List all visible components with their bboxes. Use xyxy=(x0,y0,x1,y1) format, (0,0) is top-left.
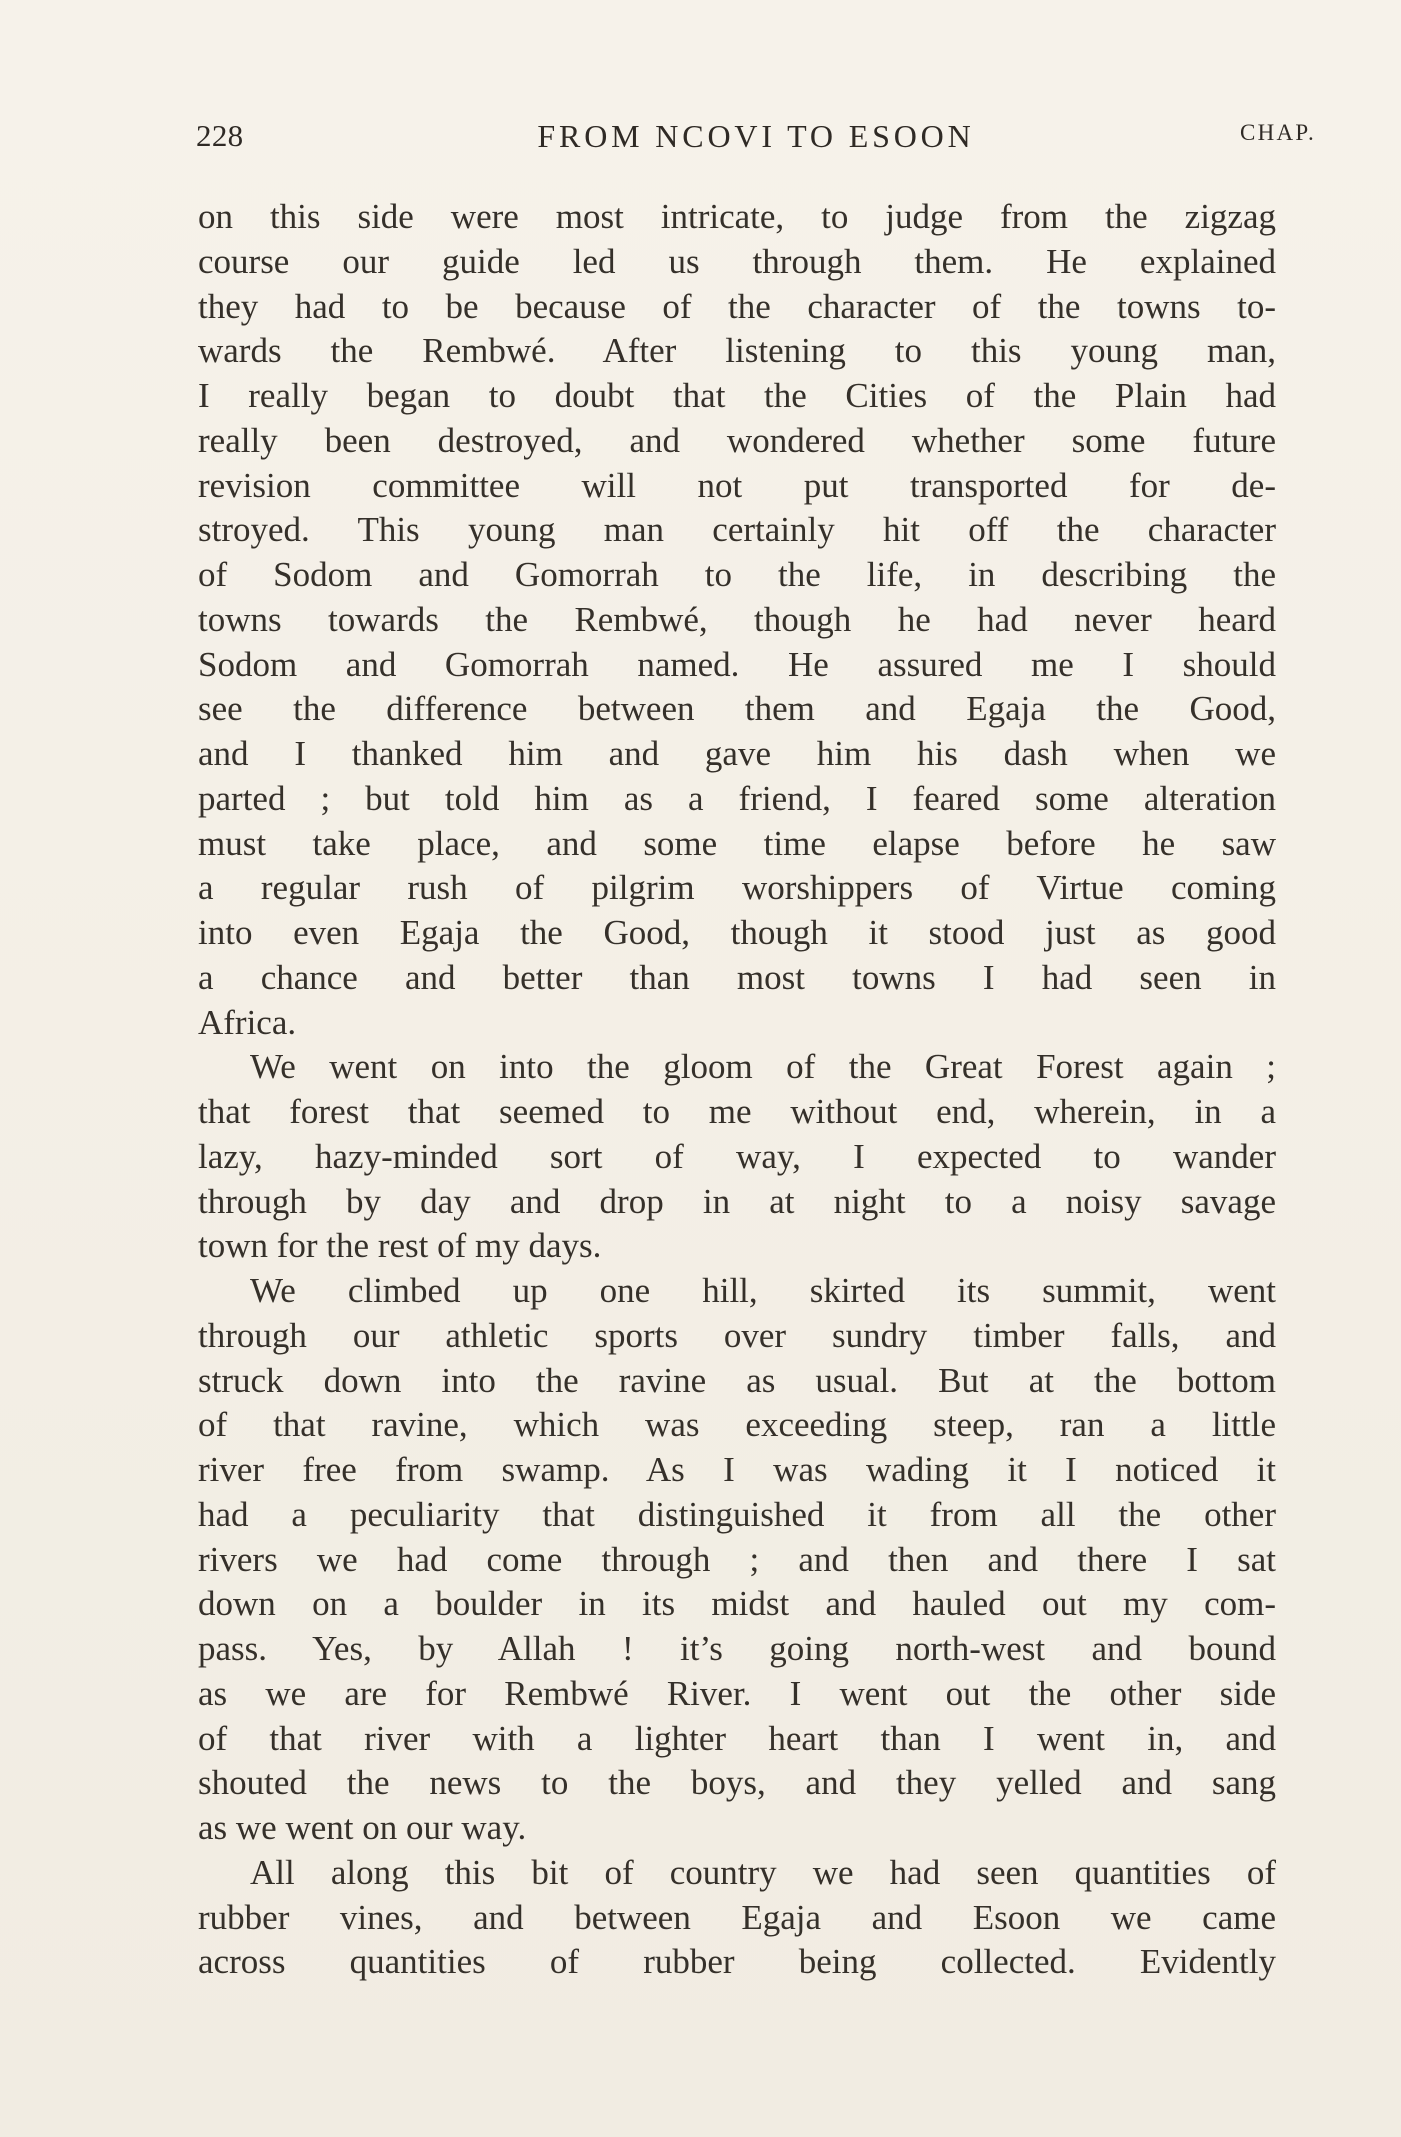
running-head: FROM NCOVI TO ESOON xyxy=(537,118,975,154)
body-text xyxy=(198,195,1276,1985)
text-line: pass. Yes, by Allah ! it’s going north-west and bound xyxy=(198,1629,1276,1668)
text-line: as we are for Rembwé River. I went out the other side xyxy=(198,1673,1276,1713)
text-line: down on a boulder in its midst and hauled out my com- xyxy=(198,1584,1276,1624)
text-line: We went on into the gloom of the Great Forest again ; xyxy=(250,1047,1276,1087)
text-line: shouted the news to the boys, and they yelled and sang xyxy=(198,1763,1276,1803)
text-line: river free from swamp. As I was wading it I noticed it xyxy=(198,1450,1276,1489)
text-line: wards the Rembwé. After listening to this young man, xyxy=(198,331,1276,371)
text-line: town for the rest of my days. xyxy=(198,1226,602,1266)
text-line: parted ; but told him as a friend, I feared some alteration xyxy=(198,778,1276,818)
text-line: of that river with a lighter heart than I went in, and xyxy=(198,1718,1276,1758)
text-line: revision committee will not put transported for de- xyxy=(198,465,1276,505)
text-line: All along this bit of country we had seen quantities of xyxy=(250,1852,1276,1892)
text-line: had a peculiarity that distinguished it from all the other xyxy=(198,1494,1276,1534)
page-number: 228 xyxy=(196,118,244,153)
text-line: Africa. xyxy=(198,1002,297,1042)
text-line: on this side were most intricate, to judge from the zigzag xyxy=(198,197,1276,236)
text-line: rivers we had come through ; and then and there I sat xyxy=(198,1539,1276,1579)
text-line: through by day and drop in at night to a noisy savage xyxy=(198,1181,1276,1221)
text-line: see the difference between them and Egaja the Good, xyxy=(198,689,1276,729)
text-line: must take place, and some time elapse before he saw xyxy=(198,823,1276,863)
text-line: Sodom and Gomorrah named. He assured me I should xyxy=(198,644,1276,684)
page-header xyxy=(196,118,1316,158)
text-line: as we went on our way. xyxy=(198,1808,527,1847)
text-line: they had to be because of the character of the towns to- xyxy=(198,286,1276,326)
text-line: struck down into the ravine as usual. But at the bottom xyxy=(198,1360,1276,1400)
chapter-marker: CHAP. xyxy=(1239,120,1316,145)
text-line: I really began to doubt that the Cities of the Plain had xyxy=(198,376,1276,415)
text-line: and I thanked him and gave him his dash when we xyxy=(198,734,1276,773)
text-line: of that ravine, which was exceeding steep, ran a little xyxy=(198,1405,1276,1445)
text-line: that forest that seemed to me without end, wherein, in a xyxy=(198,1092,1276,1131)
text-line: course our guide led us through them. He explained xyxy=(198,241,1276,281)
text-line: really been destroyed, and wondered whether some future xyxy=(198,420,1276,460)
text-line: of Sodom and Gomorrah to the life, in describing the xyxy=(198,555,1276,594)
text-line: a chance and better than most towns I had seen in xyxy=(198,957,1276,997)
text-line: towns towards the Rembwé, though he had never heard xyxy=(198,599,1276,639)
text-line: We climbed up one hill, skirted its summit, went xyxy=(250,1271,1276,1310)
text-line: through our athletic sports over sundry timber falls, and xyxy=(198,1315,1276,1355)
text-line: a regular rush of pilgrim worshippers of Virtue coming xyxy=(198,868,1276,908)
text-line: rubber vines, and between Egaja and Esoon we came xyxy=(198,1897,1276,1937)
text-line: stroyed. This young man certainly hit off the character xyxy=(198,510,1276,550)
text-line: into even Egaja the Good, though it stood just as good xyxy=(198,913,1276,952)
text-line: across quantities of rubber being collected. Evidently xyxy=(198,1942,1276,1982)
text-line: lazy, hazy-minded sort of way, I expected to wander xyxy=(198,1136,1276,1176)
